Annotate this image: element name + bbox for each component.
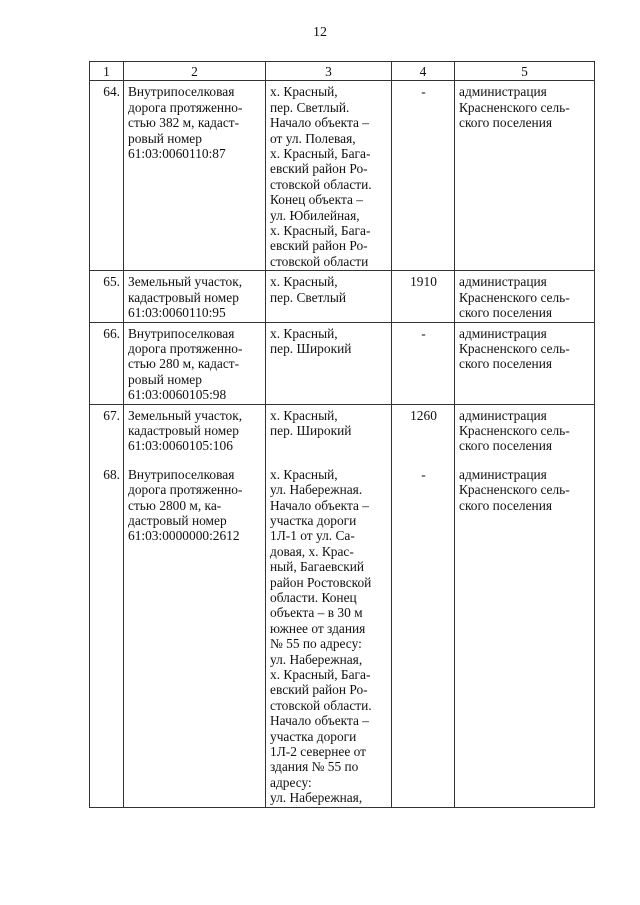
column-header: 1 (90, 62, 124, 81)
address-line: участка дороги (270, 512, 357, 528)
address-line: Начало объекта – (270, 115, 369, 131)
address-line: стовской области (270, 253, 369, 269)
object-name-line: Внутрипоселковая (128, 325, 235, 341)
address-line: пер. Светлый. (270, 99, 350, 115)
object-name-line: ровый номер (128, 130, 202, 146)
object-name-line: кадастровый номер (128, 289, 239, 305)
address-line: Конец объекта – (270, 192, 363, 208)
object-name-cell (124, 404, 266, 464)
value-cell: - (392, 464, 455, 807)
address-line: х. Красный, (270, 407, 338, 423)
owner-cell (455, 81, 595, 271)
address-line: район Ростовской (270, 574, 372, 590)
object-name-line: стью 280 м, кадаст- (128, 356, 240, 372)
object-name-line: дорога протяженно- (128, 482, 243, 498)
address-cell (266, 271, 392, 322)
owner-cell (455, 404, 595, 464)
value-cell: - (392, 322, 455, 404)
address-line: 1Л-1 от ул. Са- (270, 528, 355, 544)
owner-line: ского поселения (459, 115, 553, 131)
object-name-line: стью 382 м, кадаст- (128, 115, 240, 131)
address-line: пер. Светлый (270, 289, 346, 305)
object-name-line: стью 2800 м, ка- (128, 497, 222, 513)
object-name-line: 61:03:0060105:98 (128, 387, 227, 403)
object-name-line: кадастровый номер (128, 422, 239, 438)
owner-cell (455, 464, 595, 807)
address-line: здания № 55 по (270, 759, 359, 775)
column-header: 2 (124, 62, 266, 81)
object-name-line: Земельный участок, (128, 274, 243, 290)
row-number-cell: 67. (90, 404, 124, 464)
column-header: 3 (266, 62, 392, 81)
value-cell: - (392, 81, 455, 271)
row-number-cell: 68. (90, 464, 124, 807)
object-name-cell (124, 322, 266, 404)
owner-line: ского поселения (459, 356, 553, 372)
address-cell (266, 81, 392, 271)
owner-line: администрация (459, 466, 547, 482)
address-line: х. Красный, (270, 325, 338, 341)
address-line: адресу: (270, 774, 312, 790)
address-line: пер. Широкий (270, 340, 352, 356)
table-row (90, 271, 595, 322)
address-line: ул. Набережная. (270, 482, 363, 498)
address-line: № 55 по адресу: (270, 636, 362, 652)
address-line: евский район Ро- (270, 238, 368, 254)
row-number-cell: 65. (90, 271, 124, 322)
objects-table (89, 61, 595, 808)
address-line: довая, х. Крас- (270, 543, 354, 559)
owner-line: Красненского сель- (459, 99, 570, 115)
value-cell: 1260 (392, 404, 455, 464)
table-header-row (90, 62, 595, 81)
owner-line: администрация (459, 325, 547, 341)
owner-line: администрация (459, 84, 547, 100)
object-name-line: дастровый номер (128, 512, 227, 528)
object-name-line: дорога протяженно- (128, 99, 243, 115)
row-number-cell: 66. (90, 322, 124, 404)
address-line: ул. Набережная, (270, 651, 363, 667)
owner-line: ского поселения (459, 497, 553, 513)
address-cell (266, 404, 392, 464)
address-line: ул. Набережная, (270, 790, 363, 806)
object-name-line: 61:03:0060105:106 (128, 438, 233, 454)
address-line: евский район Ро- (270, 682, 368, 698)
address-line: Начало объекта – (270, 713, 369, 729)
table-row (90, 464, 595, 807)
address-line: пер. Широкий (270, 422, 352, 438)
address-line: евский район Ро- (270, 161, 368, 177)
owner-line: администрация (459, 274, 547, 290)
address-line: х. Красный, Бага- (270, 223, 371, 239)
address-line: х. Красный, (270, 84, 338, 100)
object-name-cell (124, 271, 266, 322)
address-line: х. Красный, (270, 466, 338, 482)
address-line: х. Красный, Бага- (270, 146, 371, 162)
table-row (90, 81, 595, 271)
owner-line: Красненского сель- (459, 340, 570, 356)
owner-line: ского поселения (459, 438, 553, 454)
owner-line: Красненского сель- (459, 289, 570, 305)
object-name-line: Внутрипоселковая (128, 466, 235, 482)
address-line: ул. Юбилейная, (270, 207, 360, 223)
owner-cell (455, 322, 595, 404)
object-name-line: Земельный участок, (128, 407, 243, 423)
page-number: 12 (313, 25, 327, 40)
owner-line: Красненского сель- (459, 482, 570, 498)
object-name-line: 61:03:0060110:95 (128, 305, 226, 321)
address-line: ный, Багаевский (270, 559, 365, 575)
address-cell (266, 464, 392, 807)
address-line: 1Л-2 севернее от (270, 744, 366, 760)
object-name-cell (124, 464, 266, 807)
address-line: стовской области. (270, 176, 372, 192)
address-line: стовской области. (270, 697, 372, 713)
address-line: области. Конец (270, 590, 357, 605)
row-number-cell: 64. (90, 81, 124, 271)
owner-line: администрация (459, 407, 547, 423)
address-line: южнее от здания (270, 620, 366, 636)
address-line: х. Красный, (270, 274, 338, 290)
address-line: объекта – в 30 м (270, 605, 363, 621)
object-name-line: дорога протяженно- (128, 340, 243, 356)
object-name-line: ровый номер (128, 371, 202, 387)
address-cell (266, 322, 392, 404)
address-line: участка дороги (270, 728, 357, 744)
address-line: от ул. Полевая, (270, 130, 356, 146)
object-name-cell (124, 81, 266, 271)
table-row (90, 322, 595, 404)
address-line: Начало объекта – (270, 497, 369, 513)
address-line: х. Красный, Бага- (270, 667, 371, 683)
owner-cell (455, 271, 595, 322)
object-name-line: 61:03:0060110:87 (128, 146, 226, 162)
object-name-line: 61:03:0000000:2612 (128, 528, 240, 544)
value-cell: 1910 (392, 271, 455, 322)
table-row (90, 404, 595, 464)
owner-line: Красненского сель- (459, 422, 570, 438)
object-name-line: Внутрипоселковая (128, 84, 235, 100)
owner-line: ского поселения (459, 305, 553, 321)
column-header: 5 (455, 62, 595, 81)
column-header: 4 (392, 62, 455, 81)
